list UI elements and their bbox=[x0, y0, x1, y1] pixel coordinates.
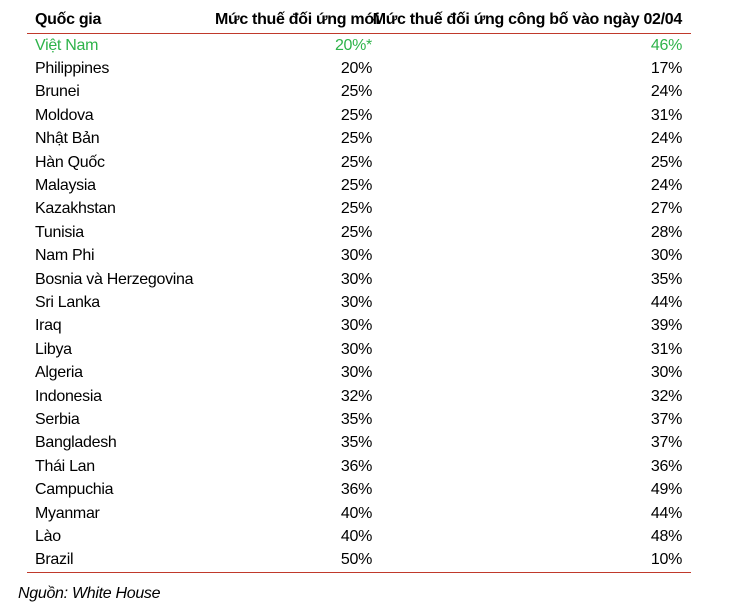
cell-announced-rate: 31% bbox=[650, 106, 682, 124]
cell-country: Algeria bbox=[35, 364, 83, 382]
cell-country: Bangladesh bbox=[35, 434, 117, 452]
cell-announced-rate: 35% bbox=[650, 270, 682, 288]
cell-announced-rate: 37% bbox=[650, 410, 682, 428]
table-row bbox=[27, 128, 691, 151]
cell-country: Nam Phi bbox=[35, 247, 95, 265]
cell-new-rate: 50% bbox=[340, 551, 372, 569]
cell-announced-rate: 32% bbox=[650, 387, 682, 405]
table-row bbox=[27, 525, 691, 548]
cell-country: Hàn Quốc bbox=[35, 153, 105, 171]
cell-new-rate: 25% bbox=[340, 177, 372, 195]
cell-new-rate: 25% bbox=[340, 223, 372, 241]
table-row bbox=[27, 151, 691, 174]
cell-new-rate: 30% bbox=[340, 293, 372, 311]
table-row bbox=[27, 268, 691, 291]
table-row bbox=[27, 549, 691, 572]
table-row bbox=[27, 198, 691, 221]
cell-country: Indonesia bbox=[35, 387, 102, 405]
cell-country: Sri Lanka bbox=[35, 293, 100, 311]
cell-announced-rate: 36% bbox=[650, 457, 682, 475]
table-row bbox=[27, 502, 691, 525]
table-row bbox=[27, 104, 691, 127]
cell-announced-rate: 17% bbox=[650, 60, 682, 78]
cell-country: Lào bbox=[35, 527, 61, 545]
cell-announced-rate: 31% bbox=[650, 340, 682, 358]
cell-new-rate: 35% bbox=[340, 434, 372, 452]
cell-country: Campuchia bbox=[35, 481, 114, 499]
cell-new-rate: 40% bbox=[340, 504, 372, 522]
table-row bbox=[27, 57, 691, 80]
table-row bbox=[27, 455, 691, 478]
table-row bbox=[27, 361, 691, 384]
cell-new-rate: 32% bbox=[340, 387, 372, 405]
cell-new-rate: 30% bbox=[340, 317, 372, 335]
cell-country: Malaysia bbox=[35, 177, 96, 195]
table-row bbox=[27, 81, 691, 104]
cell-new-rate: 25% bbox=[340, 130, 372, 148]
cell-country: Bosnia và Herzegovina bbox=[35, 270, 194, 288]
cell-country: Việt Nam bbox=[35, 36, 99, 54]
cell-country: Moldova bbox=[35, 106, 94, 124]
cell-new-rate: 25% bbox=[340, 200, 372, 218]
cell-announced-rate: 10% bbox=[650, 551, 682, 569]
cell-new-rate: 40% bbox=[340, 527, 372, 545]
source-note: Nguồn: White House bbox=[18, 585, 161, 602]
cell-announced-rate: 24% bbox=[650, 177, 682, 195]
header-country: Quốc gia bbox=[35, 11, 102, 28]
table-row bbox=[27, 478, 691, 501]
table-body bbox=[27, 34, 691, 573]
cell-new-rate: 25% bbox=[340, 106, 372, 124]
cell-announced-rate: 25% bbox=[650, 153, 682, 171]
cell-announced-rate: 28% bbox=[650, 223, 682, 241]
cell-country: Myanmar bbox=[35, 504, 100, 522]
table-row bbox=[27, 245, 691, 268]
cell-new-rate: 36% bbox=[340, 457, 372, 475]
cell-new-rate: 20%* bbox=[334, 36, 372, 54]
cell-new-rate: 20% bbox=[340, 60, 372, 78]
cell-country: Nhật Bản bbox=[35, 130, 100, 148]
header-announced-rate: Mức thuế đối ứng công bố vào ngày 02/04 bbox=[372, 11, 682, 28]
cell-country: Libya bbox=[35, 340, 72, 358]
cell-announced-rate: 48% bbox=[650, 527, 682, 545]
tariff-table bbox=[27, 7, 691, 573]
cell-new-rate: 30% bbox=[340, 270, 372, 288]
cell-new-rate: 30% bbox=[340, 247, 372, 265]
table-row bbox=[27, 291, 691, 314]
cell-announced-rate: 46% bbox=[650, 36, 682, 54]
cell-announced-rate: 49% bbox=[650, 481, 682, 499]
table-row bbox=[27, 315, 691, 338]
cell-new-rate: 30% bbox=[340, 340, 372, 358]
cell-new-rate: 36% bbox=[340, 481, 372, 499]
cell-country: Thái Lan bbox=[35, 457, 95, 475]
cell-new-rate: 35% bbox=[340, 410, 372, 428]
table-row bbox=[27, 338, 691, 361]
cell-country: Brunei bbox=[35, 83, 80, 101]
cell-announced-rate: 39% bbox=[650, 317, 682, 335]
cell-new-rate: 25% bbox=[340, 83, 372, 101]
cell-country: Iraq bbox=[35, 317, 62, 335]
cell-country: Brazil bbox=[35, 551, 74, 569]
cell-country: Tunisia bbox=[35, 223, 84, 241]
cell-new-rate: 25% bbox=[340, 153, 372, 171]
cell-announced-rate: 44% bbox=[650, 504, 682, 522]
table-row bbox=[27, 432, 691, 455]
cell-announced-rate: 44% bbox=[650, 293, 682, 311]
cell-announced-rate: 24% bbox=[650, 83, 682, 101]
table-row bbox=[27, 174, 691, 197]
cell-country: Kazakhstan bbox=[35, 200, 116, 218]
cell-announced-rate: 30% bbox=[650, 247, 682, 265]
cell-announced-rate: 37% bbox=[650, 434, 682, 452]
table-row bbox=[27, 34, 691, 57]
cell-announced-rate: 27% bbox=[650, 200, 682, 218]
table-row bbox=[27, 385, 691, 408]
cell-announced-rate: 24% bbox=[650, 130, 682, 148]
cell-country: Serbia bbox=[35, 410, 80, 428]
cell-new-rate: 30% bbox=[340, 364, 372, 382]
cell-country: Philippines bbox=[35, 60, 110, 78]
table-row bbox=[27, 408, 691, 431]
table-header bbox=[27, 7, 691, 34]
table-row bbox=[27, 221, 691, 244]
cell-announced-rate: 30% bbox=[650, 364, 682, 382]
header-new-rate: Mức thuế đối ứng mới bbox=[215, 11, 380, 28]
